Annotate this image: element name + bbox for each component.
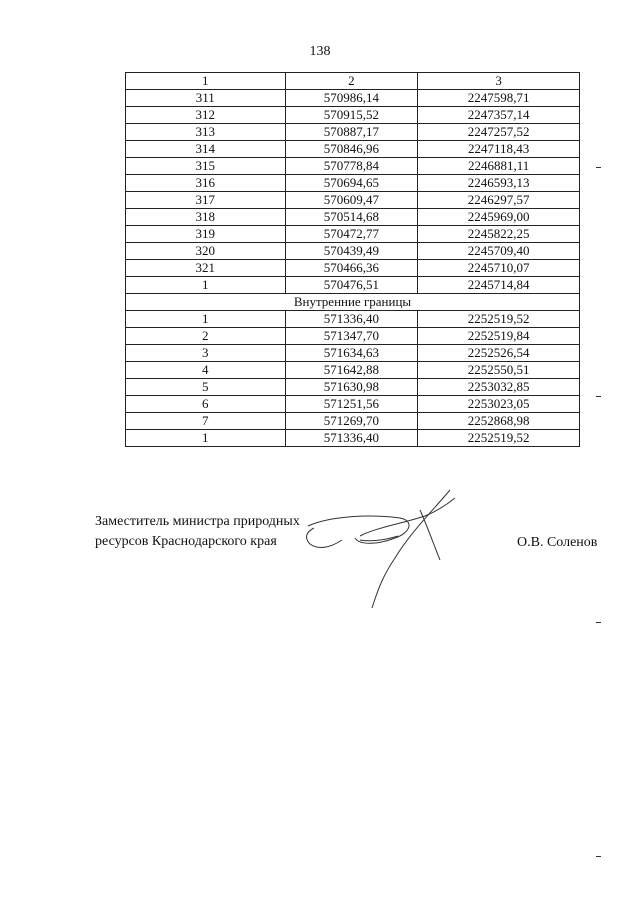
table-header-row: [126, 73, 580, 90]
y-coordinate-cell: 2253023,05: [418, 396, 580, 413]
x-coordinate-cell: 571251,56: [285, 396, 418, 413]
y-coordinate-cell: 2253032,85: [418, 379, 580, 396]
coordinates-table: [125, 72, 580, 447]
y-coordinate-cell: 2245969,00: [418, 209, 580, 226]
table-row: [126, 141, 580, 158]
y-coordinate-cell: 2246593,13: [418, 175, 580, 192]
table-row: [126, 277, 580, 294]
x-coordinate-cell: 570915,52: [285, 107, 418, 124]
y-coordinate-cell: 2245822,25: [418, 226, 580, 243]
y-coordinate-cell: 2252519,52: [418, 430, 580, 447]
x-coordinate-cell: 571642,88: [285, 362, 418, 379]
signer-title-line: ресурсов Краснодарского края: [95, 534, 277, 549]
column-header: 1: [126, 73, 286, 90]
point-number-cell: 319: [126, 226, 286, 243]
table-row: [126, 362, 580, 379]
section-label: Внутренние границы: [126, 294, 580, 311]
point-number-cell: 3: [126, 345, 286, 362]
x-coordinate-cell: 570694,65: [285, 175, 418, 192]
table-row: [126, 226, 580, 243]
x-coordinate-cell: 570514,68: [285, 209, 418, 226]
x-coordinate-cell: 570609,47: [285, 192, 418, 209]
table-row: [126, 124, 580, 141]
point-number-cell: 2: [126, 328, 286, 345]
x-coordinate-cell: 571630,98: [285, 379, 418, 396]
page-number: 138: [309, 44, 331, 59]
table-row: [126, 158, 580, 175]
x-coordinate-cell: 571269,70: [285, 413, 418, 430]
section-row: [126, 294, 580, 311]
table-row: [126, 209, 580, 226]
point-number-cell: 317: [126, 192, 286, 209]
x-coordinate-cell: 570476,51: [285, 277, 418, 294]
point-number-cell: 1: [126, 430, 286, 447]
y-coordinate-cell: 2247118,43: [418, 141, 580, 158]
x-coordinate-cell: 570466,36: [285, 260, 418, 277]
y-coordinate-cell: 2252868,98: [418, 413, 580, 430]
x-coordinate-cell: 571634,63: [285, 345, 418, 362]
point-number-cell: 321: [126, 260, 286, 277]
column-header: 3: [418, 73, 580, 90]
y-coordinate-cell: 2246881,11: [418, 158, 580, 175]
x-coordinate-cell: 570778,84: [285, 158, 418, 175]
y-coordinate-cell: 2252519,84: [418, 328, 580, 345]
y-coordinate-cell: 2245710,07: [418, 260, 580, 277]
y-coordinate-cell: 2245709,40: [418, 243, 580, 260]
table-row: [126, 260, 580, 277]
margin-mark: [596, 856, 601, 857]
y-coordinate-cell: 2246297,57: [418, 192, 580, 209]
handwritten-signature: [300, 488, 480, 618]
table-row: [126, 413, 580, 430]
y-coordinate-cell: 2247357,14: [418, 107, 580, 124]
point-number-cell: 314: [126, 141, 286, 158]
x-coordinate-cell: 570887,17: [285, 124, 418, 141]
x-coordinate-cell: 571336,40: [285, 311, 418, 328]
column-header: 2: [285, 73, 418, 90]
table-row: [126, 379, 580, 396]
point-number-cell: 320: [126, 243, 286, 260]
table-row: [126, 328, 580, 345]
table-row: [126, 90, 580, 107]
table-row: [126, 243, 580, 260]
signer-title: [95, 512, 300, 552]
margin-mark: [596, 622, 601, 623]
table-row: [126, 192, 580, 209]
y-coordinate-cell: 2245714,84: [418, 277, 580, 294]
point-number-cell: 7: [126, 413, 286, 430]
y-coordinate-cell: 2252519,52: [418, 311, 580, 328]
point-number-cell: 1: [126, 277, 286, 294]
margin-mark: [596, 396, 601, 397]
point-number-cell: 316: [126, 175, 286, 192]
y-coordinate-cell: 2252526,54: [418, 345, 580, 362]
table-row: [126, 396, 580, 413]
signer-name: О.В. Соленов: [517, 535, 598, 550]
table-row: [126, 311, 580, 328]
y-coordinate-cell: 2247598,71: [418, 90, 580, 107]
point-number-cell: 311: [126, 90, 286, 107]
table-row: [126, 345, 580, 362]
x-coordinate-cell: 570846,96: [285, 141, 418, 158]
signer-title-line: Заместитель министра природных: [95, 514, 300, 529]
table-row: [126, 175, 580, 192]
point-number-cell: 5: [126, 379, 286, 396]
point-number-cell: 313: [126, 124, 286, 141]
point-number-cell: 312: [126, 107, 286, 124]
x-coordinate-cell: 570439,49: [285, 243, 418, 260]
table-row: [126, 107, 580, 124]
margin-mark: [596, 167, 601, 168]
table-row: [126, 430, 580, 447]
point-number-cell: 4: [126, 362, 286, 379]
x-coordinate-cell: 571347,70: [285, 328, 418, 345]
x-coordinate-cell: 570472,77: [285, 226, 418, 243]
point-number-cell: 315: [126, 158, 286, 175]
point-number-cell: 6: [126, 396, 286, 413]
y-coordinate-cell: 2247257,52: [418, 124, 580, 141]
y-coordinate-cell: 2252550,51: [418, 362, 580, 379]
x-coordinate-cell: 570986,14: [285, 90, 418, 107]
point-number-cell: 318: [126, 209, 286, 226]
point-number-cell: 1: [126, 311, 286, 328]
x-coordinate-cell: 571336,40: [285, 430, 418, 447]
